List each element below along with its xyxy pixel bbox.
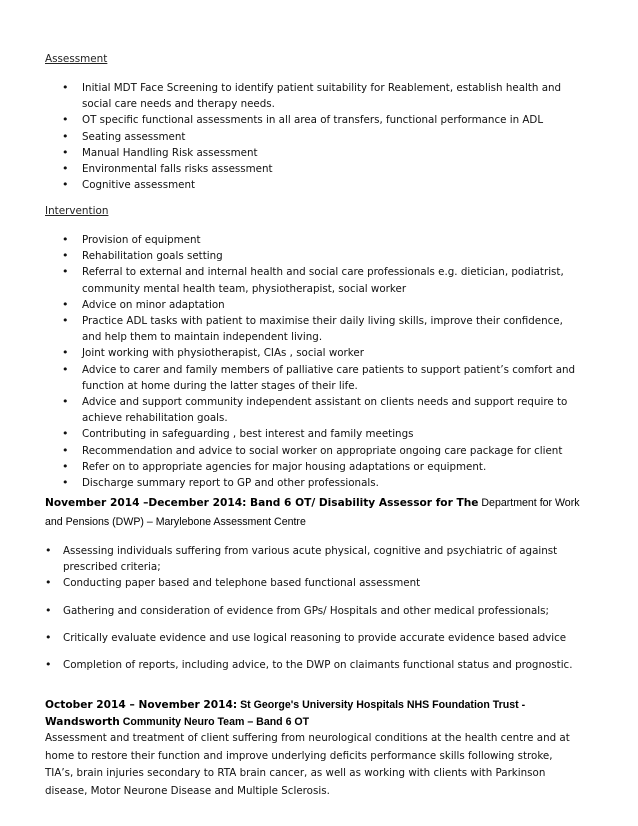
bullet-icon: • (45, 544, 52, 557)
bullet-icon: • (62, 233, 69, 246)
bullet-icon: • (62, 443, 69, 457)
list-item (0, 603, 638, 619)
assessment-heading: Assessment (45, 53, 108, 65)
list-item-text: prescribed criteria; (63, 561, 161, 574)
list-item (0, 232, 638, 248)
description-line: Assessment and treatment of client suffering from neurological conditions at the health centre and at (45, 732, 570, 744)
bullet-icon: • (62, 476, 69, 490)
list-item (0, 264, 638, 296)
list-item (0, 394, 638, 426)
list-item-text: Referral to external and internal health and social care professionals e.g. dietician, podiatrist, (82, 266, 564, 279)
job1-list (0, 543, 638, 673)
bullet-icon: • (62, 178, 69, 192)
description-line: home to restore their function and improve underlying deficits performance skills following stroke, (45, 749, 553, 762)
bullet-icon: • (45, 658, 52, 672)
job2-org: St George's University Hospitals NHS Foundation Trust - (237, 699, 526, 711)
job1-title (45, 494, 580, 513)
list-item-text: Recommendation and advice to social worker on appropriate ongoing care package for client (82, 444, 563, 457)
list-item-text: Advice on minor adaptation (82, 298, 225, 311)
bullet-icon: • (62, 113, 69, 127)
description-line: disease, Motor Neurone Disease and Multiple Sclerosis. (45, 784, 330, 797)
job1-title-rest2: and Pensions (DWP) – Marylebone Assessment Centre (45, 516, 306, 528)
job2-team: Community Neuro Team – Band 6 OT (119, 716, 310, 728)
list-item (0, 575, 638, 591)
list-item-text: Contributing in safeguarding , best interest and family meetings (82, 428, 414, 441)
list-item (0, 248, 638, 264)
bullet-icon: • (62, 362, 69, 376)
list-item (0, 297, 638, 313)
list-item-text: and help them to maintain independent living. (82, 331, 323, 344)
list-item-text: Conducting paper based and telephone based functional assessment (63, 577, 421, 590)
bullet-icon: • (62, 249, 69, 263)
list-item (0, 630, 638, 646)
bullet-icon: • (62, 314, 69, 328)
list-item-text: OT specific functional assessments in all area of transfers, functional performance in ADL (82, 114, 544, 127)
list-item (0, 112, 638, 128)
list-item-text: Initial MDT Face Screening to identify patient suitability for Reablement, establish health and (82, 82, 562, 94)
list-item (0, 345, 638, 361)
description-line: TIA’s, brain injuries secondary to RTA brain cancer, as well as working with clients with Parkinson (45, 767, 546, 779)
list-item-text: Advice to carer and family members of palliative care patients to support patient’s comfort and (82, 363, 576, 376)
list-item (0, 657, 638, 673)
job2-description (45, 730, 605, 800)
bullet-icon: • (62, 145, 69, 159)
job1-title-rest: Department for Work (478, 497, 580, 509)
list-item-text: Completion of reports, including advice, to the DWP on claimants functional status and prognostic. (63, 659, 573, 672)
bullet-icon: • (62, 297, 69, 311)
list-item-text: Seating assessment (82, 130, 186, 143)
list-item (0, 313, 638, 345)
list-item (0, 129, 638, 145)
bullet-icon: • (62, 162, 69, 176)
bullet-icon: • (45, 603, 52, 617)
list-item-text: achieve rehabilitation goals. (82, 412, 228, 425)
intervention-heading: Intervention (45, 205, 109, 217)
list-item (0, 80, 638, 112)
bullet-icon: • (62, 459, 69, 473)
list-item-text: Manual Handling Risk assessment (82, 146, 258, 159)
assessment-list (0, 80, 638, 193)
list-item-text: function at home during the latter stages of their life. (82, 379, 358, 392)
list-item (0, 475, 638, 491)
list-item (0, 443, 638, 459)
bullet-icon: • (45, 576, 52, 590)
job2-date: October 2014 – November 2014: (45, 699, 238, 711)
intervention-list (0, 232, 638, 491)
list-item-text: social care needs and therapy needs. (82, 98, 275, 111)
list-item-text: Cognitive assessment (82, 179, 196, 192)
bullet-icon: • (62, 265, 69, 279)
list-item-text: Provision of equipment (82, 234, 201, 246)
list-item (0, 161, 638, 177)
job1-title-bold: November 2014 –December 2014: Band 6 OT/ Disability Assessor for The (45, 497, 479, 509)
list-item-text: Practice ADL tasks with patient to maximise their daily living skills, improve their confidence, (82, 315, 563, 328)
bullet-icon: • (62, 395, 69, 409)
bullet-icon: • (62, 129, 69, 143)
bullet-icon: • (45, 630, 52, 644)
list-item-text: Refer on to appropriate agencies for major housing adaptations or equipment. (82, 460, 487, 473)
job1-title-line2 (45, 513, 306, 532)
list-item-text: Gathering and consideration of evidence from GPs/ Hospitals and other medical professionals; (63, 604, 549, 617)
bullet-icon: • (62, 81, 69, 94)
list-item-text: Rehabilitation goals setting (82, 250, 223, 263)
list-item (0, 426, 638, 442)
list-item (0, 362, 638, 394)
list-item-text: Discharge summary report to GP and other professionals. (82, 477, 379, 490)
list-item-text: Advice and support community independent assistant on clients needs and support require to (82, 396, 568, 409)
bullet-icon: • (62, 427, 69, 441)
list-item (0, 145, 638, 161)
list-item-text: Assessing individuals suffering from various acute physical, cognitive and psychiatric of against (63, 545, 558, 557)
list-item (0, 177, 638, 193)
list-item-text: Critically evaluate evidence and use logical reasoning to provide accurate evidence based advice (63, 631, 567, 644)
list-item-text: community mental health team, physiotherapist, social worker (82, 282, 407, 295)
list-item (0, 459, 638, 475)
list-item (0, 543, 638, 575)
job2-org2: Wandsworth (45, 716, 120, 728)
list-item-text: Joint working with physiotherapist, CIAs , social worker (82, 347, 364, 360)
bullet-icon: • (62, 346, 69, 360)
list-item-text: Environmental falls risks assessment (82, 163, 273, 176)
